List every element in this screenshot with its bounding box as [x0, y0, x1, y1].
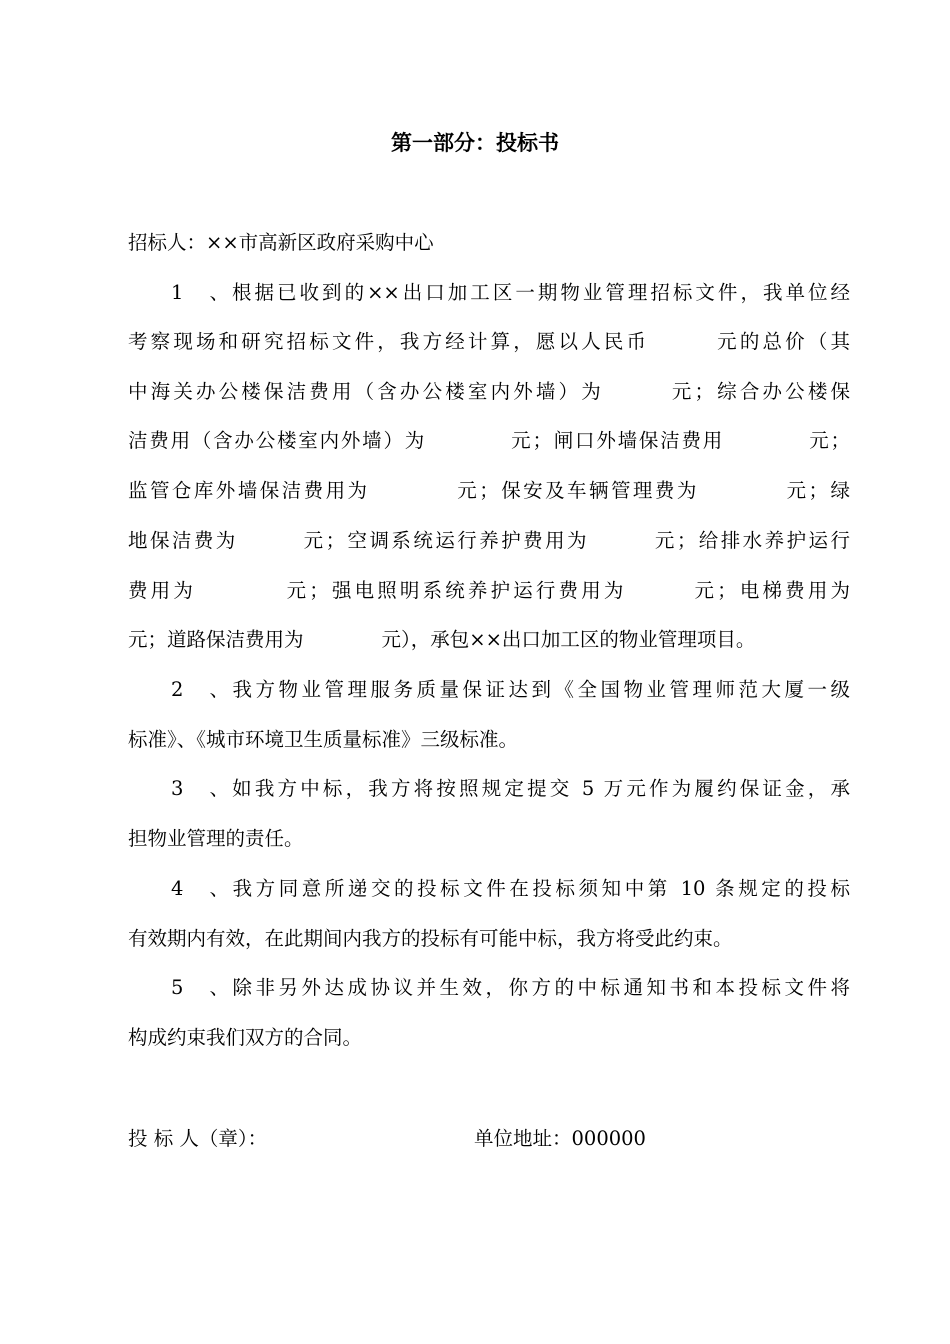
item-3-first-line — [171, 774, 850, 804]
item-4-line-1: 我方同意所递交的投标文件在投标须知中第 10 条规定的投标 — [229, 877, 850, 900]
bidder-seal-label: 投 标 人（章）： — [128, 1127, 268, 1150]
item-1-line-6: 地保洁费为 元；空调系统运行养护费用为 元；给排水养护运行 — [128, 529, 850, 552]
item-5-line-2: 构成约束我们双方的合同。 — [128, 1026, 363, 1049]
item-1-line-5: 监管仓库外墙保洁费用为 元；保安及车辆管理费为 元；绿 — [128, 479, 850, 502]
item-4-line-2: 有效期内有效，在此期间内我方的投标有可能中标，我方将受此约束。 — [128, 927, 733, 950]
item-5-line-1: 除非另外达成协议并生效，你方的中标通知书和本投标文件将 — [229, 976, 850, 999]
item-1-line-2: 考察现场和研究招标文件，我方经计算，愿以人民币 元的总价（其 — [128, 330, 850, 353]
item-1-line-1: 根据已收到的××出口加工区一期物业管理招标文件，我单位经 — [229, 281, 850, 304]
recipient-line: 招标人：××市高新区政府采购中心 — [128, 231, 434, 254]
item-1-line-8: 元；道路保洁费用为 元），承包××出口加工区的物业管理项目。 — [128, 628, 756, 651]
item-4-first-line — [171, 874, 850, 904]
bidder-address-label: 单位地址：000000 — [474, 1127, 646, 1150]
item-5-number: 5、 — [171, 976, 229, 999]
item-1-number: 1、 — [171, 281, 229, 304]
item-1-first-line — [171, 278, 850, 308]
item-2-line-1: 我方物业管理服务质量保证达到《全国物业管理师范大厦一级 — [229, 678, 850, 701]
item-5-first-line — [171, 973, 850, 1003]
item-3-number: 3、 — [171, 777, 229, 800]
item-1-line-4: 洁费用（含办公楼室内外墙）为 元；闸口外墙保洁费用 元； — [128, 429, 850, 452]
item-3-line-2: 担物业管理的责任。 — [128, 827, 304, 850]
item-4-number: 4、 — [171, 877, 229, 900]
item-3-line-1: 如我方中标，我方将按照规定提交 5 万元作为履约保证金，承 — [229, 777, 850, 800]
document-title: 第一部分：投标书 — [391, 130, 559, 155]
item-2-number: 2、 — [171, 678, 229, 701]
item-2-first-line — [171, 675, 850, 705]
item-2-line-2: 标准》、《城市环境卫生质量标准》三级标准。 — [128, 728, 519, 751]
item-1-line-7: 费用为 元；强电照明系统养护运行费用为 元；电梯费用为 — [128, 579, 850, 602]
item-1-line-3: 中海关办公楼保洁费用（含办公楼室内外墙）为 元；综合办公楼保 — [128, 380, 850, 403]
